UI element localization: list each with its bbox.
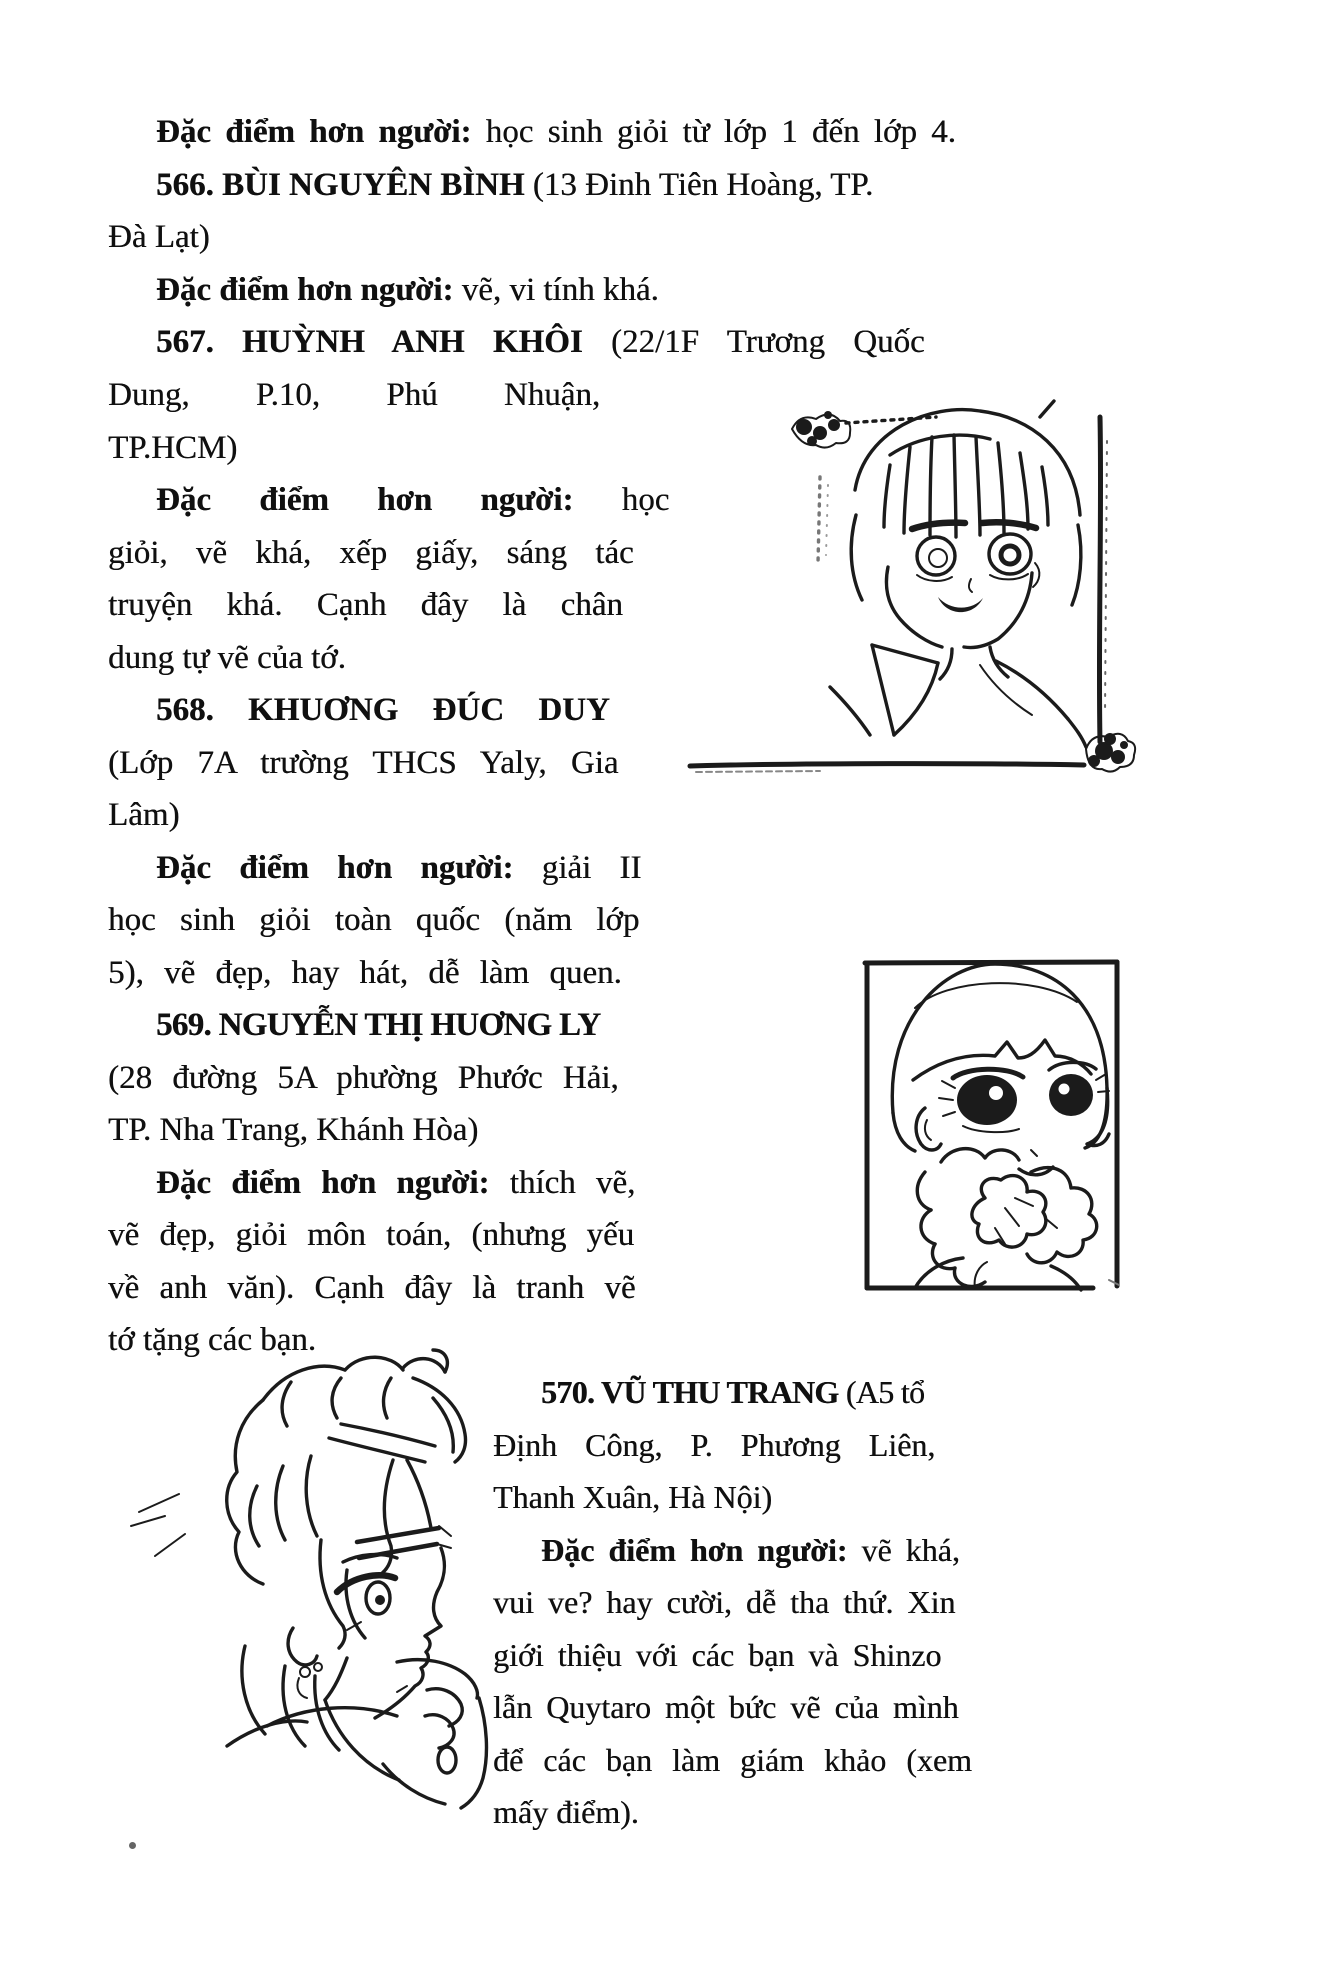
entry-568-address — [108, 737, 632, 790]
line-text: Dung, P.10, Phú Nhuận, — [108, 377, 601, 413]
entry-570-heading — [493, 1366, 943, 1419]
line-text: học sinh giỏi từ lớp 1 đến lớp 4. — [471, 114, 956, 150]
entry-569-address-end — [108, 1104, 632, 1157]
line-text: Thanh Xuân, Hà Nội) — [493, 1479, 773, 1515]
entry-566-address-cont — [108, 211, 938, 264]
entry-569-heading — [108, 999, 632, 1052]
entry-568-heading — [108, 684, 632, 737]
entry-566-heading — [108, 159, 938, 212]
bold-lead: Đặc điểm hơn người: — [156, 482, 574, 518]
entry-number-name: 568. KHUƠNG ĐÚC DUY — [156, 692, 610, 728]
boy-self-portrait-illustration — [680, 395, 1140, 795]
entry-569-feature-line — [108, 1157, 636, 1210]
line-text: (13 Đinh Tiên Hoàng, TP. — [524, 166, 874, 203]
line-text: Đà Lạt) — [108, 219, 210, 255]
flower-scribble-bottom-right — [1086, 733, 1135, 772]
line-text: (Lớp 7A trường THCS Yaly, Gia — [108, 744, 619, 781]
entry-567-address-end — [108, 422, 632, 475]
line-text: học sinh giỏi toàn quốc (năm lớp — [108, 902, 640, 938]
line-text: TP.HCM) — [108, 429, 238, 466]
bold-lead: Đặc điểm hơn người: — [156, 271, 454, 308]
line-text: dung tự vẽ của tớ. — [108, 639, 346, 676]
line-text: vui ve? hay cười, dễ tha thứ. Xin — [493, 1584, 956, 1620]
line-text: lẫn Quytaro một bức vẽ của mình — [493, 1689, 959, 1725]
entry-568-feature-end — [108, 947, 632, 1000]
line-text: giải II — [513, 849, 642, 886]
entry-570-feature-line — [493, 1524, 960, 1577]
feature-line-previous-entry — [108, 106, 956, 159]
entry-568-address-end — [108, 789, 632, 842]
entry-number-name: 566. BÙI NGUYÊN BÌNH — [156, 166, 525, 203]
bold-lead: Đặc điểm hơn người: — [541, 1531, 848, 1568]
line-text: giỏi, vẽ khá, xếp giấy, sáng tác — [108, 534, 634, 571]
bold-lead: Đặc điểm hơn người: — [156, 1164, 490, 1201]
line-text: học — [573, 482, 670, 518]
bold-lead: Đặc điểm hơn người: — [156, 114, 472, 150]
entry-568-feature-line — [108, 894, 640, 947]
girl-profile-illustration — [95, 1326, 495, 1826]
entry-569-address — [108, 1052, 632, 1105]
entry-567-feature-line — [108, 474, 670, 527]
entry-number-name: 570. VŨ THU TRANG — [541, 1374, 839, 1410]
entry-567-feature-line — [108, 527, 632, 580]
entry-570-feature-line — [493, 1629, 943, 1682]
entry-569-feature-line — [108, 1262, 636, 1315]
entry-567-heading — [108, 316, 938, 369]
entry-570-feature-line — [493, 1681, 959, 1734]
line-text: (A5 tổ — [838, 1374, 925, 1410]
left-column-block — [108, 369, 670, 1367]
entry-570-feature-end — [493, 1786, 943, 1839]
line-text: giới thiệu với các bạn và Shinzo — [493, 1636, 942, 1673]
line-text: tớ tặng các bạn. — [108, 1322, 317, 1358]
line-text: để các bạn làm giám khảo (xem — [493, 1741, 972, 1778]
right-column-block — [493, 1366, 972, 1839]
entry-566-feature-line — [108, 264, 938, 317]
entry-number-name: 569. NGUYỄN THỊ HUƠNG LY — [156, 1007, 601, 1043]
bold-lead: Đặc điểm hơn người: — [156, 849, 514, 886]
line-text: vẽ khá, — [847, 1531, 960, 1568]
entry-568-feature-line — [108, 842, 642, 895]
line-text: TP. Nha Trang, Khánh Hòa) — [108, 1112, 479, 1148]
line-text: thích vẽ, — [489, 1164, 636, 1201]
entry-570-address — [493, 1419, 943, 1472]
girl-profile-sketch-icon — [95, 1326, 495, 1826]
entry-570-feature-line — [493, 1576, 956, 1629]
line-text: Lâm) — [108, 797, 180, 833]
entry-number-name: 567. HUỲNH ANH KHÔI — [156, 324, 583, 360]
line-text: vẽ, vi tính khá. — [453, 271, 659, 308]
entry-570-address-end — [493, 1471, 943, 1524]
line-text: mấy điểm). — [493, 1794, 639, 1830]
line-text: Định Công, P. Phương Liên, — [493, 1426, 936, 1463]
line-text: 5), vẽ đẹp, hay hát, dễ làm quen. — [108, 954, 622, 991]
top-paragraph-block — [108, 106, 956, 369]
entry-567-feature-line — [108, 579, 632, 632]
line-text: vẽ đẹp, giỏi môn toán, (nhưng yếu — [108, 1217, 635, 1253]
line-text: (22/1F Trương Quốc — [582, 324, 925, 360]
girl-portrait-sketch-icon — [855, 948, 1131, 1314]
entry-567-address-cont — [108, 369, 632, 422]
ink-speck — [129, 1842, 136, 1849]
line-text: truyện khá. Cạnh đây là chân — [108, 587, 623, 623]
entry-569-feature-line — [108, 1209, 635, 1262]
boy-portrait-sketch-icon — [680, 395, 1140, 795]
girl-portrait-illustration — [855, 948, 1131, 1314]
entry-570-feature-line — [493, 1734, 972, 1787]
line-text: (28 đường 5A phường Phước Hải, — [108, 1059, 619, 1096]
entry-567-feature-end — [108, 632, 632, 685]
line-text: về anh văn). Cạnh đây là tranh vẽ — [108, 1269, 636, 1306]
